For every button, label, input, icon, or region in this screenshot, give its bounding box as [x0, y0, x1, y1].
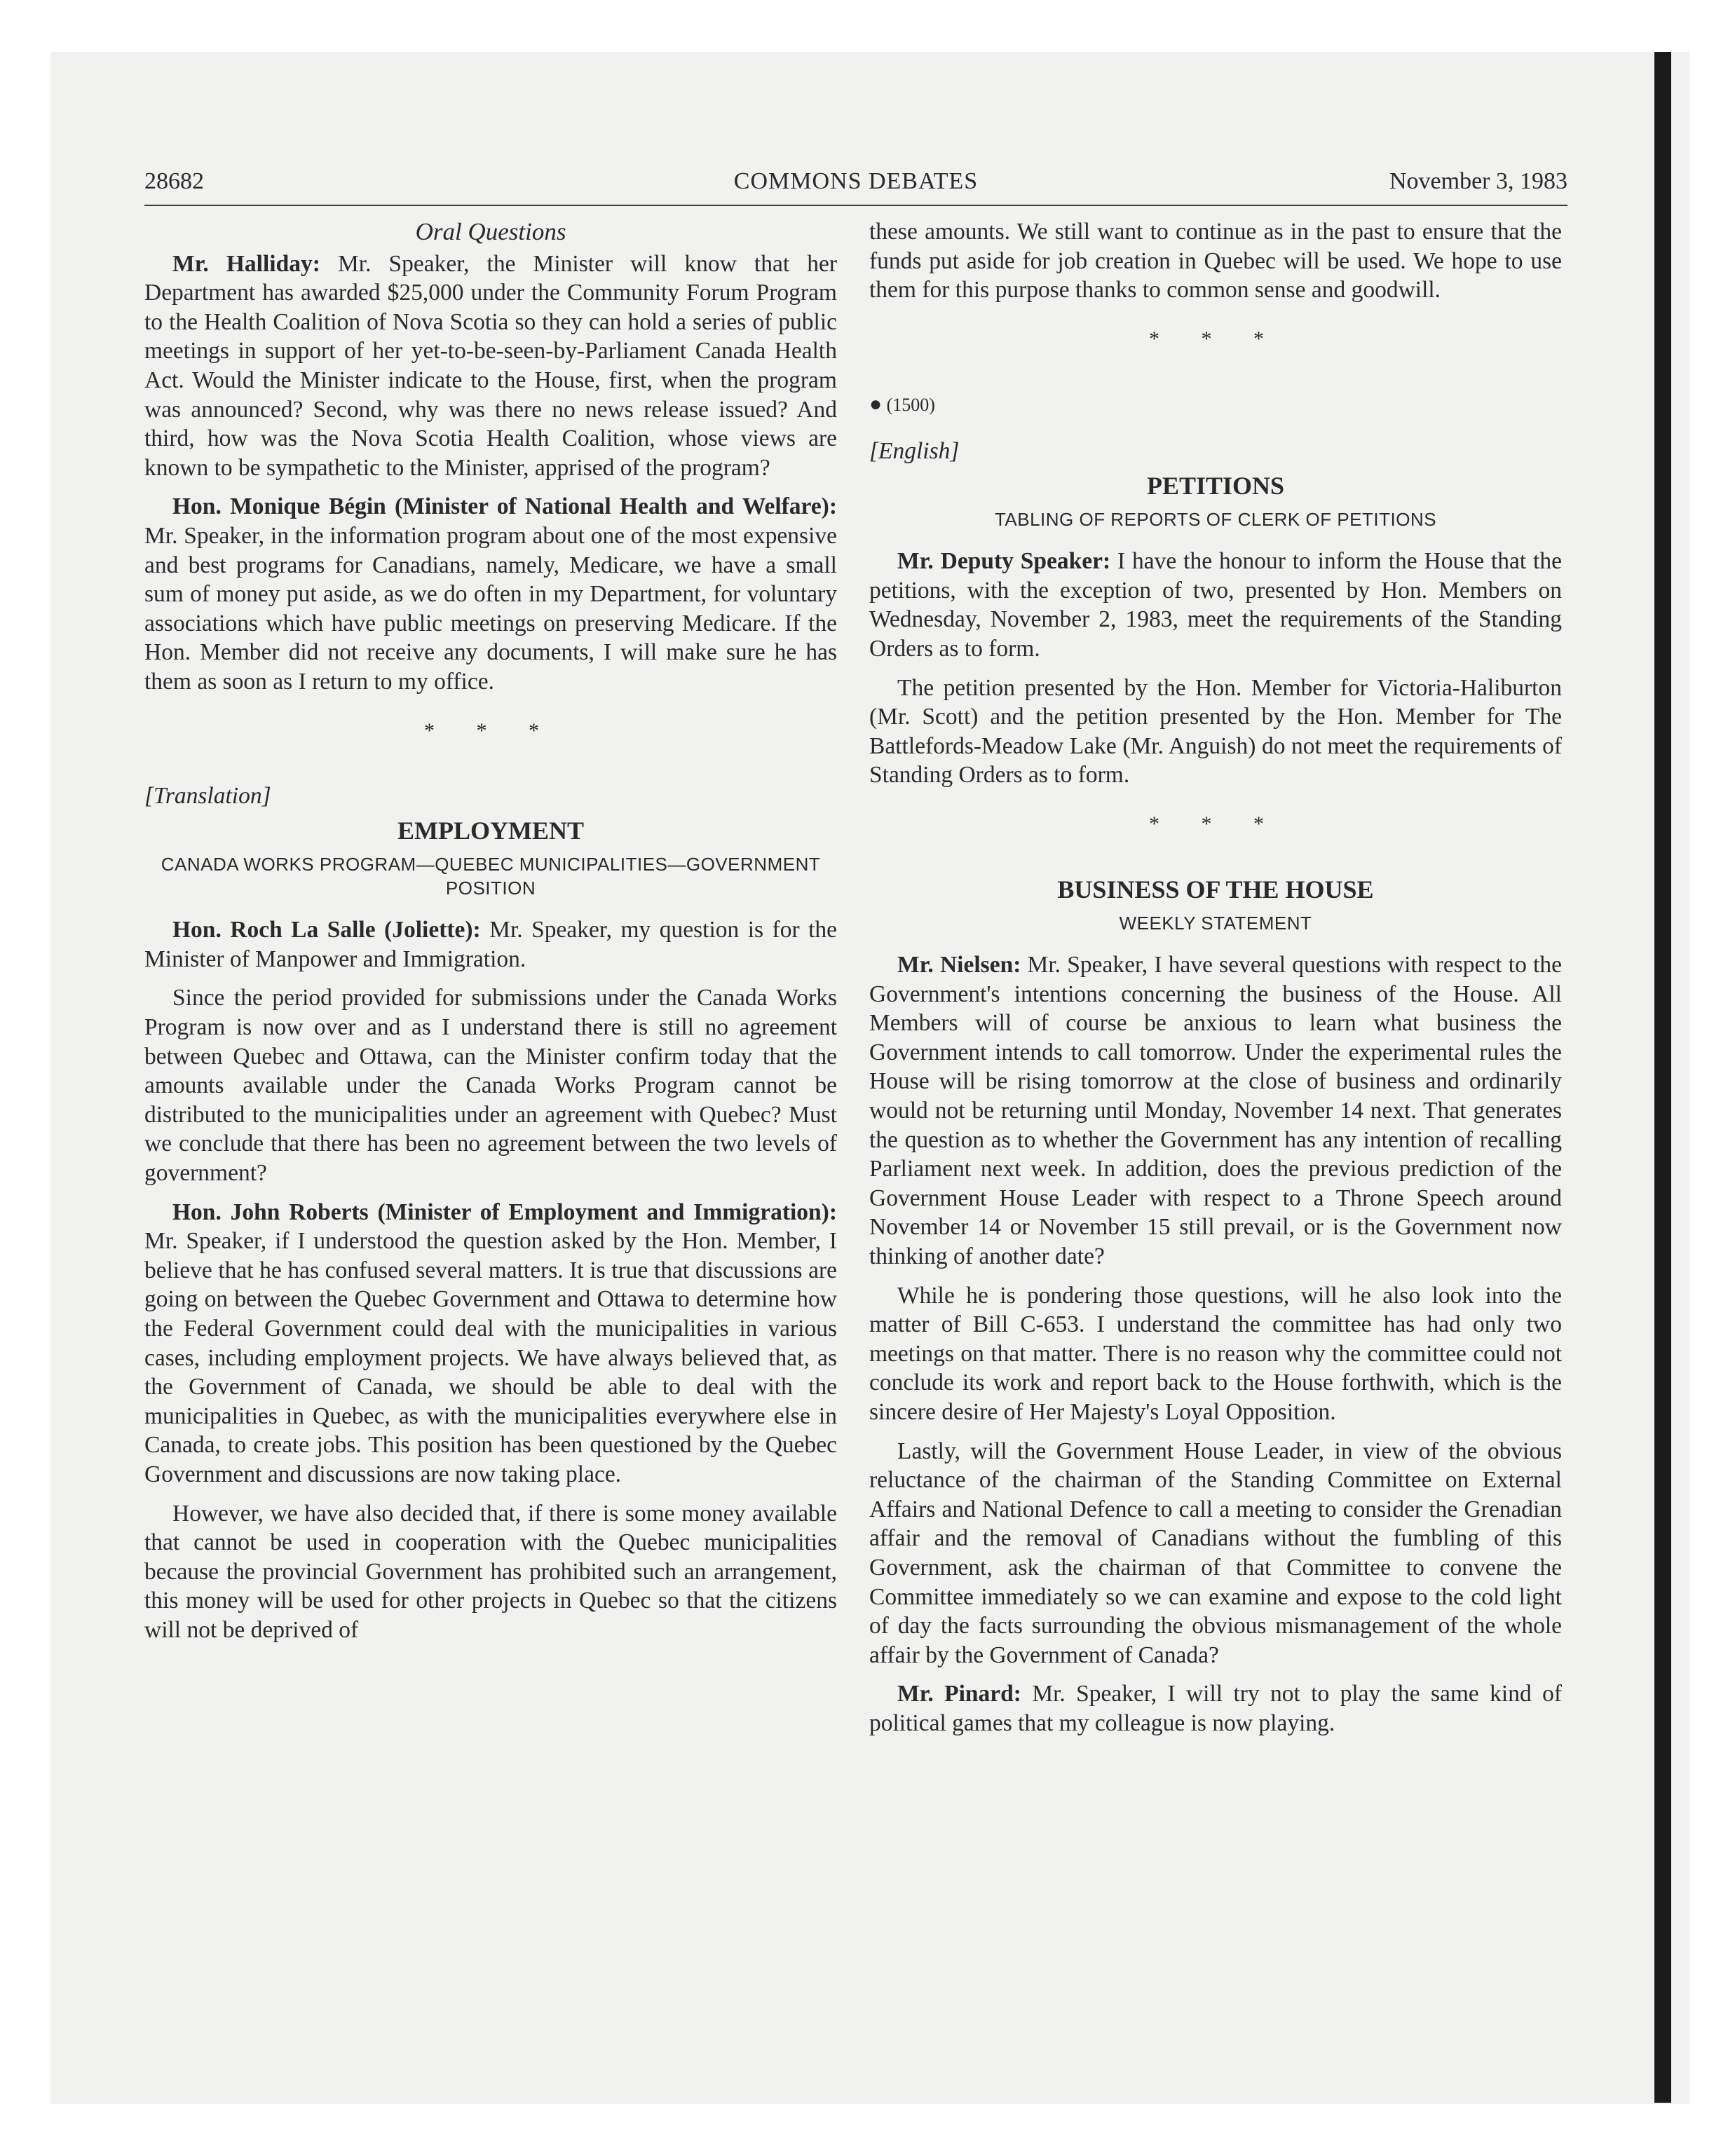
section-subheading: TABLING OF REPORTS OF CLERK OF PETITIONS [994, 509, 1437, 531]
paragraph [869, 950, 1562, 1271]
paragraph [869, 1679, 1562, 1738]
speaker-name: Hon. Monique Bégin (Minister of National Health and Welfare): [172, 493, 837, 520]
speaker-name: Hon. John Roberts (Minister of Employment and Immigration): [172, 1199, 837, 1225]
speaker-name: Mr. Halliday: [172, 250, 320, 277]
time-marker [869, 390, 1562, 420]
paragraph: these amounts. We still want to continue as in the past to ensure that the funds put aside for job creation in Quebec will be used. We hope to use them for this purpose thanks to common sense and goodwill. [869, 219, 1562, 303]
paragraph: The petition presented by the Hon. Member for Victoria-Haliburton (Mr. Scott) and the petition presented by the Hon. Member for The Battlefords-Meadow Lake (Mr. Anguish) do not meet the requirements of Standing Orders as to form. [869, 674, 1562, 789]
paragraph: Since the period provided for submissions under the Canada Works Program is now over and as I understand there is still no agreement between Quebec and Ottawa, can the Minister confirm today that the amounts available under the Canada Works Program cannot be distributed to the municipalities under an agreement with Quebec? Must we conclude that there has been no agreement between the two levels of government? [144, 985, 837, 1187]
paragraph: However, we have also decided that, if there is some money available that cannot be used in cooperation with the Quebec municipalities because the provincial Government has prohibited such an arrangement, this money will be used for other projects in Quebec so that the citizens will not be deprived of [144, 1500, 837, 1643]
speech-text: Mr. Speaker, I will try not to play the same kind of political games that my colleague is now playing. [869, 1681, 1562, 1736]
section-separator: * * * [1149, 812, 1282, 835]
speaker-name: Hon. Roch La Salle (Joliette): [172, 917, 481, 943]
right-column [869, 217, 1562, 1748]
left-column [144, 217, 837, 1655]
language-note: [Translation] [144, 783, 271, 810]
time-marker-text: (1500) [886, 395, 935, 416]
language-note: [English] [869, 437, 960, 464]
page-number: 28682 [144, 168, 204, 194]
paragraph: While he is pondering those questions, will he also look into the matter of Bill C-653. I understand the committee has had only two meetings on that matter. There is no reason why the committee could not conclude its work and report back to the House forthwith, which is the sincere desire of Her Majesty's Loyal Opposition. [869, 1282, 1562, 1425]
speaker-name: Mr. Deputy Speaker: [897, 548, 1111, 575]
page-header [144, 168, 1567, 206]
paragraph [144, 250, 837, 483]
section-separator: * * * [1149, 327, 1282, 350]
speech-text: Mr. Speaker, in the information program about one of the most expensive and best programs for Canadians, namely, Medicare, we have a small sum of money put aside, as we do often in my Department, for voluntary associations which have public meetings on preserving Medicare. If the Hon. Member did not receive any documents, I will make sure he has them as soon as I return to my office. [144, 522, 837, 695]
paragraph [144, 492, 837, 696]
section-subheading: CANADA WORKS PROGRAM—QUEBEC MUNICIPALITIES—GOVERNMENT POSITION [161, 854, 821, 899]
paragraph [144, 915, 837, 974]
section-subheading: WEEKLY STATEMENT [1119, 913, 1312, 934]
speech-text: Mr. Speaker, my question is for the Minister of Manpower and Immigration. [144, 917, 837, 972]
running-head: Oral Questions [415, 218, 566, 245]
speech-text: Mr. Speaker, I have several questions with respect to the Government's intentions concerning the business of the House. All Members will of course be anxious to learn what business the Government intends to call tomorrow. Under the experimental rules the House will be rising tomorrow at the close of business and ordinarily would not be returning until Monday, November 14 next. That generates the question as to whether the Government has any intention of recalling Parliament next week. In addition, does the previous prediction of the Government House Leader with respect to a Throne Speech around November 14 or November 15 still prevail, or is the Government now thinking of another date? [869, 952, 1562, 1270]
publication-date: November 3, 1983 [1389, 168, 1567, 194]
section-heading: BUSINESS OF THE HOUSE [1057, 875, 1374, 903]
publication-title: COMMONS DEBATES [733, 168, 979, 194]
binding-edge [1654, 52, 1671, 2103]
speaker-name: Mr. Pinard: [897, 1681, 1021, 1707]
section-heading: EMPLOYMENT [397, 816, 584, 845]
bullet-icon: ● [869, 393, 883, 416]
speech-text: Mr. Speaker, if I understood the question asked by the Hon. Member, I believe that he has confused several matters. It is true that discussions are going on between the Quebec Government and Ottawa to determine how the Federal Government could deal with the municipalities in various cases, including employment projects. We have always believed that, as the Government of Canada, we should be able to deal with the municipalities in Quebec, as with the municipalities everywhere else in Canada, to create jobs. This position has been questioned by the Quebec Government and discussions are now taking place. [144, 1228, 837, 1487]
section-heading: PETITIONS [1146, 471, 1285, 500]
speaker-name: Mr. Nielsen: [897, 952, 1021, 978]
speech-text: Mr. Speaker, the Minister will know that her Department has awarded $25,000 under the Community Forum Program to the Health Coalition of Nova Scotia so they can hold a series of public meetings in support of her yet-to-be-seen-by-Parliament Canada Health Act. Would the Minister indicate to the House, first, when the program was announced? Second, why was there no news release issued? And third, how was the Nova Scotia Health Coalition, whose views are known to be sympathetic to the Minister, apprised of the program? [144, 250, 837, 481]
section-separator: * * * [424, 718, 557, 742]
paragraph [869, 547, 1562, 663]
paragraph [144, 1198, 837, 1489]
paragraph: Lastly, will the Government House Leader, in view of the obvious reluctance of the chairman of the Standing Committee on External Affairs and National Defence to call a meeting to consider the Grenadian affair and the removal of Canadians without the fumbling of this Government, ask the chairman of that Committee to convene the Committee immediately so we can examine and expose to the cold light of day the facts surrounding the obvious mismanagement of the whole affair by the Government of Canada? [869, 1438, 1562, 1668]
speech-text: I have the honour to inform the House that the petitions, with the exception of two, presented by Hon. Members on Wednesday, November 2, 1983, meet the requirements of the Standing Orders as to form. [869, 548, 1562, 662]
